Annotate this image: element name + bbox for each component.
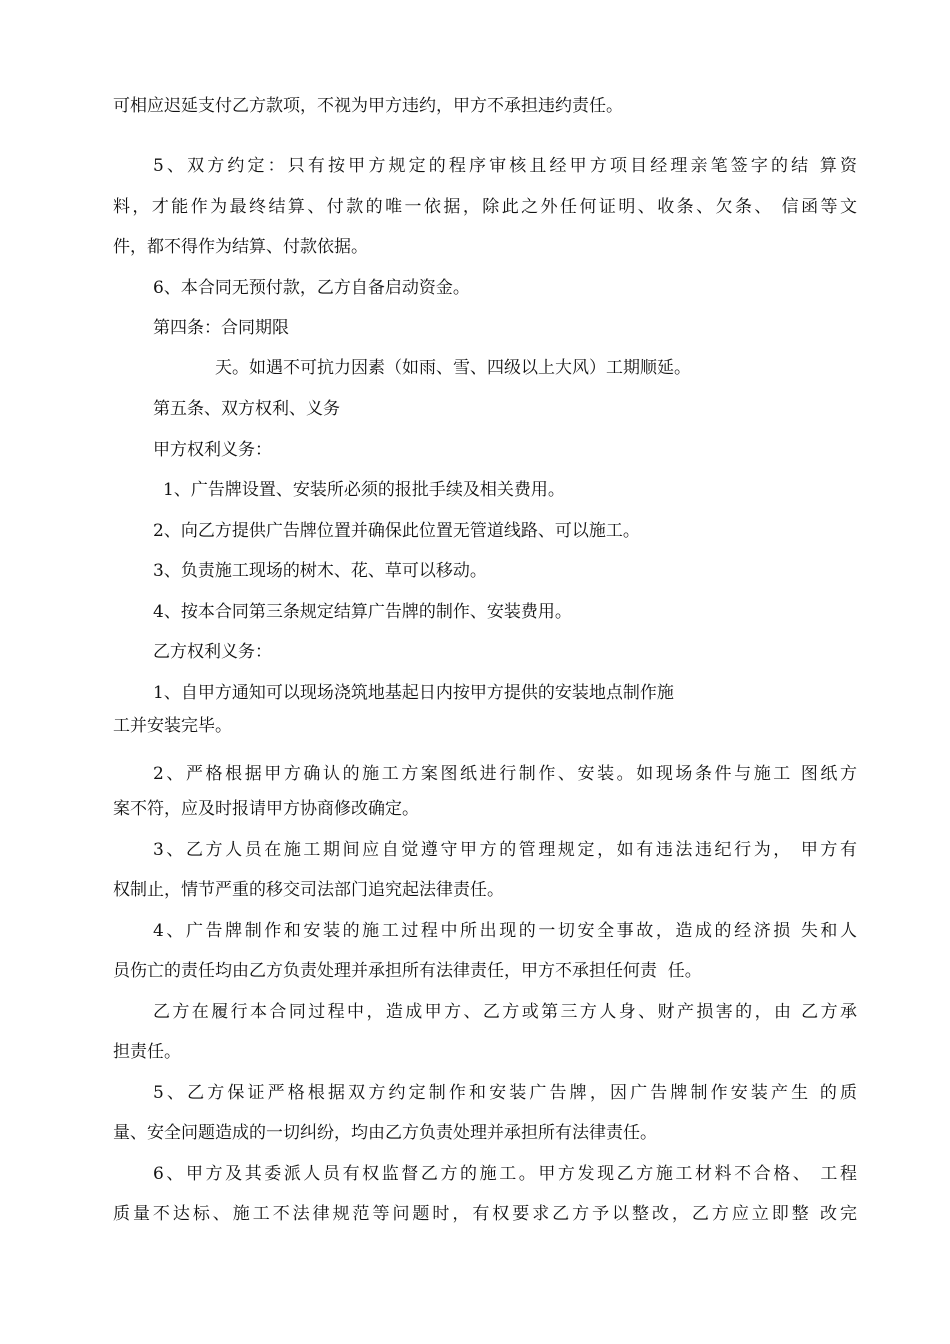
clause-5-line-3: 件，都不得作为结算、付款依据。 [113,237,368,257]
party-a-item-2: 2、向乙方提供广告牌位置并确保此位置无管道线路、可以施工。 [153,521,640,541]
party-b-item-1-line-1: 1、自甲方通知可以现场浇筑地基起日内按甲方提供的安装地点制作施 [153,683,674,703]
party-b-item-1-line-2: 工并安装完毕。 [113,716,232,736]
section-heading-5: 第五条、双方权利、义务 [153,399,340,419]
party-b-item-2-line-2: 案不符，应及时报请甲方协商修改确定。 [113,799,419,819]
party-b-heading: 乙方权利义务： [153,642,272,662]
clause-5-line-2: 料，才能作为最终结算、付款的唯一依据，除此之外任何证明、收条、欠条、 信函等文 [113,197,857,217]
party-b-item-3-line-1: 3、乙方人员在施工期间应自觉遵守甲方的管理规定，如有违法违纪行为， 甲方有 [153,840,857,860]
party-b-item-4-line-1: 4、广告牌制作和安装的施工过程中所出现的一切安全事故，造成的经济损 失和人 [153,921,857,941]
party-a-item-3: 3、负责施工现场的树木、花、草可以移动。 [153,561,487,581]
party-b-item-4-line-2: 员伤亡的责任均由乙方负责处理并承担所有法律责任，甲方不承担任何责 任。 [113,961,702,981]
party-b-item-6-line-1: 6、甲方及其委派人员有权监督乙方的施工。甲方发现乙方施工材料不合格、 工程 [153,1164,857,1184]
party-a-item-1: 1、广告牌设置、安装所必须的报批手续及相关费用。 [163,480,565,500]
party-b-item-3-line-2: 权制止，情节严重的移交司法部门追究起法律责任。 [113,880,504,900]
party-b-item-5-line-2: 量、安全问题造成的一切纠纷，均由乙方负责处理并承担所有法律责任。 [113,1123,657,1143]
text-line: 可相应迟延支付乙方款项，不视为甲方违约，甲方不承担违约责任。 [113,96,623,116]
party-b-liability-line-1: 乙方在履行本合同过程中，造成甲方、乙方或第三方人身、财产损害的，由 乙方承 [153,1002,857,1022]
party-b-item-5-line-1: 5、乙方保证严格根据双方约定制作和安装广告牌，因广告牌制作安装产生 的质 [153,1083,857,1103]
term-line: 天。如遇不可抗力因素（如雨、雪、四级以上大风）工期顺延。 [215,358,691,378]
party-b-item-2-line-1: 2、严格根据甲方确认的施工方案图纸进行制作、安装。如现场条件与施工 图纸方 [153,764,857,784]
party-a-item-4: 4、按本合同第三条规定结算广告牌的制作、安装费用。 [153,602,572,622]
clause-6: 6、本合同无预付款，乙方自备启动资金。 [153,278,470,298]
party-a-heading: 甲方权利义务： [153,440,272,460]
section-heading-4: 第四条：合同期限 [153,318,289,338]
party-b-item-6-line-2: 质量不达标、施工不法律规范等问题时，有权要求乙方予以整改，乙方应立即整 改完 [113,1204,857,1224]
party-b-liability-line-2: 担责任。 [113,1042,181,1062]
clause-5-line-1: 5、双方约定：只有按甲方规定的程序审核且经甲方项目经理亲笔签字的结 算资 [153,156,857,176]
